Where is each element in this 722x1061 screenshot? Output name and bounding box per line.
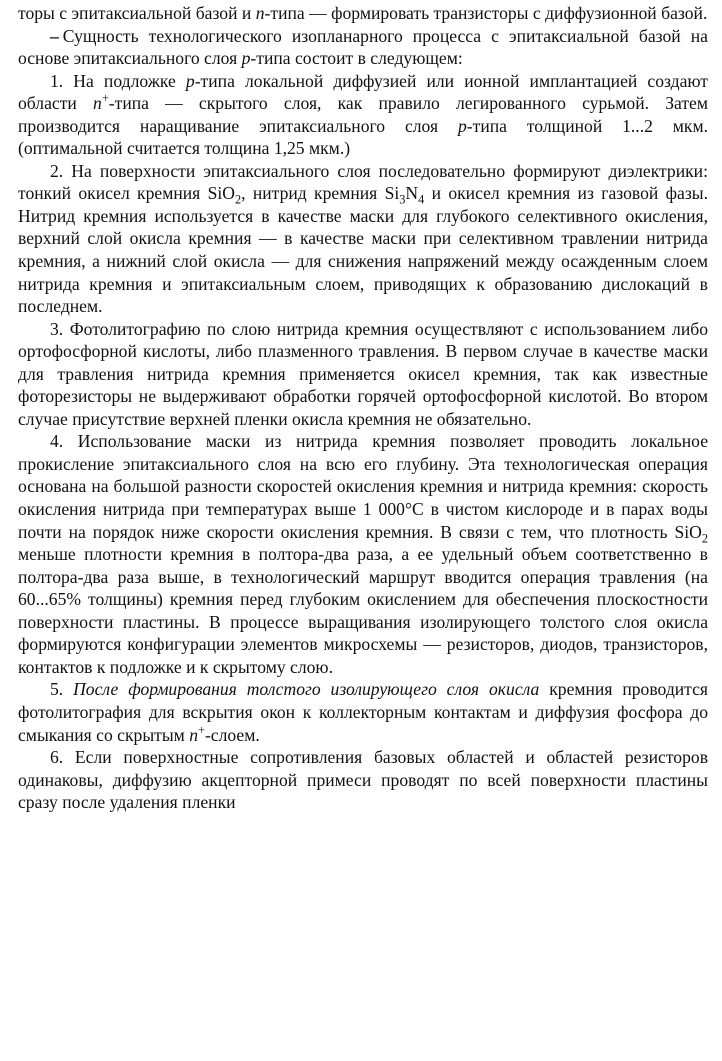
document-page xyxy=(18,2,708,814)
paragraph-step-5: 5. После формирования толстого изолирующего слоя окисла кремния проводится фотолитография для вскрытия окон к коллекторным контактам и диффузия фосфора до смыкания со скрытым n+-слоем. xyxy=(18,679,708,745)
paragraph-step-4: 4. Использование маски из нитрида кремния позволяет проводить локальное прокисление эпитаксиального слоя на всю его глубину. Эта технологическая операция основана на большой разности скоростей окисления кремния и нитрида кремния: скорость окисления нитрида при температурах выше 1 000°С в чистом кислороде и в парах воды почти на порядок ниже скорости окисления кремния. В связи с тем, что плотность SiO$_2$ меньше плотности кремния в полтора-два раза, а ее удельный объем соответственно в полтора-два раза выше, в технологический маршрут вводится операция травления (на 60...65% толщины) кремния перед глубоким окислением для обеспечения плоскостности поверхности пластины. В процессе выращивания изолирующего толстого слоя окисла формируются конфигурации элементов микросхемы — резисторов, диодов, транзисторов, контактов к подложке и к скрытому слою. xyxy=(18,431,708,677)
paragraph-step-2: 2. На поверхности эпитаксиального слоя последовательно формируют диэлектрики: тонкий окисел кремния SiO$_2$, нитрид кремния $Si_3N_4$ и окисел кремния из газовой фазы. Нитрид кремния используется в качестве маски для глубокого селективного окисления, верхний слой окисла кремния — в качестве маски при селективном травлении нитрида кремния, а нижний слой окисла — для снижения напряжений между осажденным слоем нитрида кремния и эпитаксиальным слоем, приводящих к образованию дислокаций в последнем. xyxy=(18,160,708,317)
margin-mark: – xyxy=(50,25,59,46)
paragraph-step-1: 1. На подложке p-типа локальной диффузией или ионной имплантацией создают области n+-типа — скрытого слоя, как правило легированного сурьмой. Затем производится наращивание эпитаксиального слоя p-типа толщиной 1...2 мкм. (оптимальной считается толщина 1,25 мкм.) xyxy=(18,70,708,159)
paragraph-continuation: торы с эпитаксиальной базой и n-типа — формировать транзисторы с диффузионной базой. xyxy=(18,3,708,23)
paragraph-intro-text: Сущность технологического изопланарного процесса с эпитаксиальной базой на основе эпитаксиального слоя p-типа состоит в следующем: xyxy=(18,25,708,69)
paragraph-intro xyxy=(18,25,708,70)
paragraph-step-3: 3. Фотолитографию по слою нитрида кремния осуществляют с использованием либо ортофосфорной кислоты, либо плазменного травления. В первом случае в качестве маски для травления нитрида кремния применяется окисел кремния, так как известные фоторезисторы не выдерживают обработки горячей ортофосфорной кислотой. Во втором случае присутствие верхней пленки окисла кремния не обязательно. xyxy=(18,318,708,429)
paragraph-step-6: 6. Если поверхностные сопротивления базовых областей и областей резисторов одинаковы, диффузию акцепторной примеси проводят по всей поверхности пластины сразу после удаления пленки xyxy=(18,747,708,813)
